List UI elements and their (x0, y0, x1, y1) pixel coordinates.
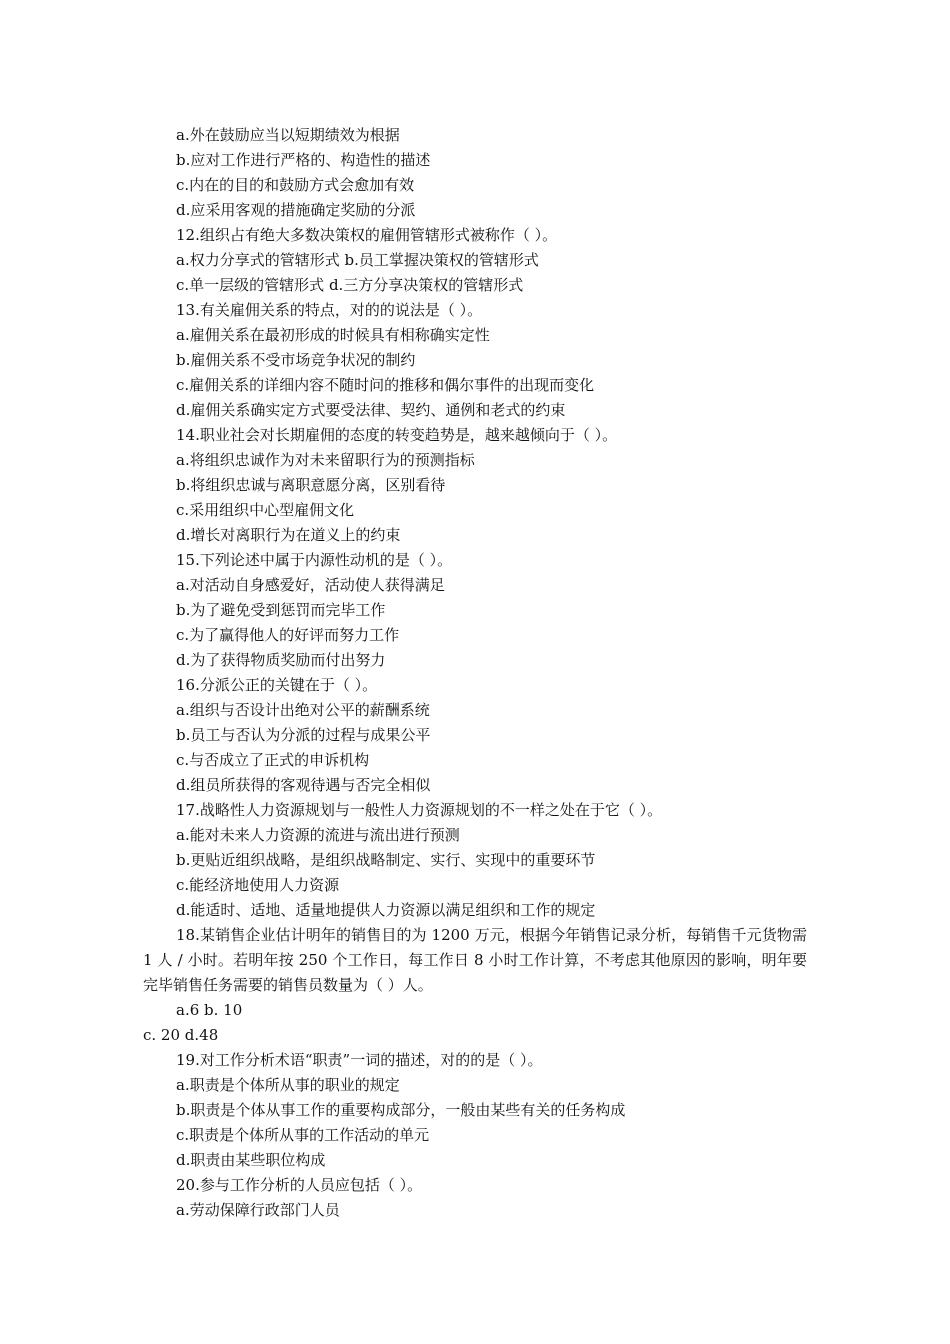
question-13: 13.有关雇佣关系的特点，对的的说法是（ ）。 (176, 301, 483, 319)
question-19: 19.对工作分析术语“职责”一词的描述，对的的是（ ）。 (176, 1051, 543, 1069)
text-line: b.应对工作进行严格的、构造性的描述 (176, 151, 431, 169)
text-line: d.为了获得物质奖励而付出努力 (176, 651, 386, 669)
question-20: 20.参与工作分析的人员应包括（ ）。 (176, 1176, 423, 1194)
text-line: b.将组织忠诚与离职意愿分离，区别看待 (176, 476, 446, 494)
text-line: d.应采用客观的措施确定奖励的分派 (176, 201, 416, 219)
text-line: c.职责是个体所从事的工作活动的单元 (176, 1126, 430, 1144)
question-18-options-cd: c. 20 d.48 (143, 1026, 219, 1044)
text-line: a.将组织忠诚作为对未来留职行为的预测指标 (176, 451, 475, 469)
text-line: a.外在鼓励应当以短期绩效为根据 (176, 126, 400, 144)
question-17: 17.战略性人力资源规划与一般性人力资源规划的不一样之处在于它（ ）。 (176, 801, 663, 819)
question-18: 18.某销售企业估计明年的销售目的为 1200 万元，根据今年销售记录分析，每销售千元货物需 1 人 / 小时。若明年按 250 个工作日，每工作日 8 小时工作计算，不考虑其他原因的影响，明年要完毕销售任务需要的销售员数量为（ ）人。 (143, 926, 807, 994)
page-content (0, 123, 950, 1223)
text-line: a.对活动自身感爱好，活动使人获得满足 (176, 576, 445, 594)
question-14: 14.职业社会对长期雇佣的态度的转变趋势是，越来越倾向于（ ）。 (176, 426, 618, 444)
text-line: a.劳动保障行政部门人员 (176, 1201, 340, 1219)
text-line: d.能适时、适地、适量地提供人力资源以满足组织和工作的规定 (176, 901, 596, 919)
text-line: b.为了避免受到惩罚而完毕工作 (176, 601, 386, 619)
text-line: a.能对未来人力资源的流进与流出进行预测 (176, 826, 460, 844)
text-line: a.权力分享式的管辖形式 b.员工掌握决策权的管辖形式 (176, 251, 539, 269)
text-line: a.组织与否设计出绝对公平的薪酬系统 (176, 701, 430, 719)
text-line: a.雇佣关系在最初形成的时候具有相称确实定性 (176, 326, 490, 344)
text-line: c.单一层级的管辖形式 d.三方分享决策权的管辖形式 (176, 276, 524, 294)
text-line: c.与否成立了正式的申诉机构 (176, 751, 370, 769)
text-line: b.雇佣关系不受市场竞争状况的制约 (176, 351, 416, 369)
text-line: a.职责是个体所从事的职业的规定 (176, 1076, 400, 1094)
text-line: b.更贴近组织战略，是组织战略制定、实行、实现中的重要环节 (176, 851, 596, 869)
text-line: c.为了赢得他人的好评而努力工作 (176, 626, 400, 644)
text-line: d.雇佣关系确实定方式要受法律、契约、通例和老式的约束 (176, 401, 566, 419)
text-line: b.职责是个体从事工作的重要构成部分，一般由某些有关的任务构成 (176, 1101, 626, 1119)
text-line: b.员工与否认为分派的过程与成果公平 (176, 726, 431, 744)
text-line: d.职责由某些职位构成 (176, 1151, 326, 1169)
question-12: 12.组织占有绝大多数决策权的雇佣管辖形式被称作（ ）。 (176, 226, 558, 244)
text-line: d.组员所获得的客观待遇与否完全相似 (176, 776, 431, 794)
question-15: 15.下列论述中属于内源性动机的是（ ）。 (176, 551, 453, 569)
text-line: c.采用组织中心型雇佣文化 (176, 501, 355, 519)
question-16: 16.分派公正的关键在于（ ）。 (176, 676, 378, 694)
text-line: c.雇佣关系的详细内容不随时问的推移和偶尔事件的出现而变化 (176, 376, 595, 394)
question-18-options-ab: a.6 b. 10 (176, 1001, 243, 1019)
text-line: c.能经济地使用人力资源 (176, 876, 340, 894)
text-line: c.内在的目的和鼓励方式会愈加有效 (176, 176, 415, 194)
text-line: d.增长对离职行为在道义上的约束 (176, 526, 401, 544)
